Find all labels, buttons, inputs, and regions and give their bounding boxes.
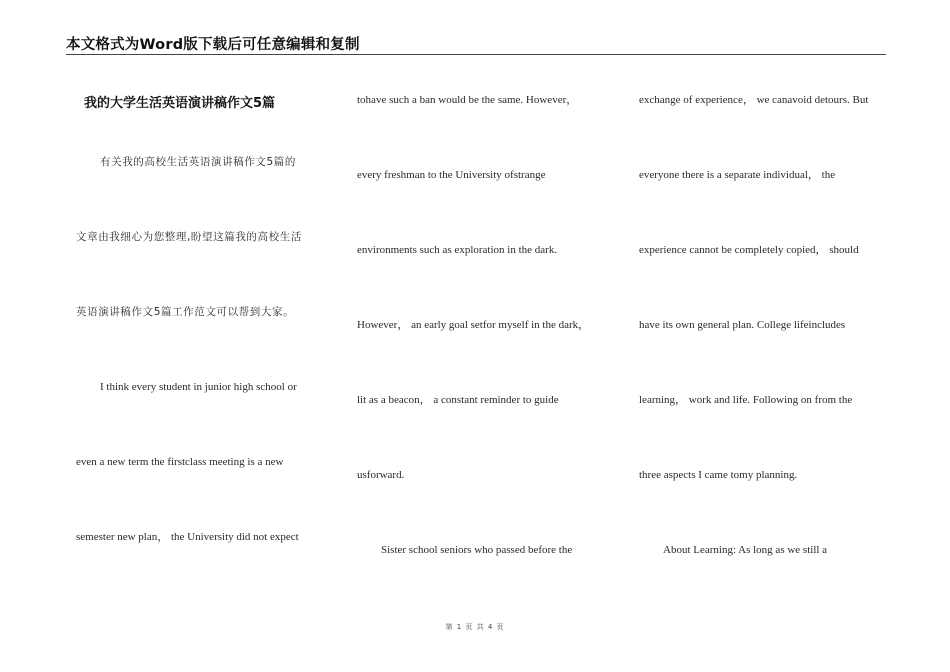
text-line: usforward. bbox=[357, 469, 405, 481]
text-line: even a new term the firstclass meeting is a new bbox=[76, 456, 284, 468]
text-line: However， an early goal setfor myself in the dark， bbox=[357, 319, 590, 331]
text-line: experience cannot be completely copied， should bbox=[639, 244, 859, 256]
text-line: About Learning: As long as we still a bbox=[663, 544, 828, 556]
text-line: 文章由我细心为您整理,盼望这篇我的高校生活 bbox=[76, 231, 302, 243]
page-header: 本文格式为Word版下载后可任意编辑和复制 bbox=[66, 37, 360, 53]
text-line: tohave such a ban would be the same. However， bbox=[357, 94, 578, 106]
text-line: exchange of experience， we canavoid detours. But bbox=[639, 94, 869, 106]
text-line: three aspects I came tomy planning. bbox=[639, 469, 798, 481]
text-line: Sister school seniors who passed before the bbox=[381, 544, 573, 556]
text-line: 有关我的高校生活英语演讲稿作文5篇的 bbox=[100, 156, 296, 168]
text-line: lit as a beacon， a constant reminder to guide bbox=[357, 394, 559, 406]
document-title: 我的大学生活英语演讲稿作文5篇 bbox=[84, 96, 276, 111]
header-divider bbox=[66, 54, 886, 55]
text-line: have its own general plan. College lifeincludes bbox=[639, 319, 846, 331]
text-line: I think every student in junior high school or bbox=[100, 381, 297, 393]
text-line: everyone there is a separate individual， the bbox=[639, 169, 836, 181]
text-line: environments such as exploration in the dark. bbox=[357, 244, 558, 256]
text-line: 英语演讲稿作文5篇工作范文可以帮到大家。 bbox=[76, 306, 295, 318]
text-line: every freshman to the University ofstrange bbox=[357, 169, 546, 181]
text-line: semester new plan， the University did not expect bbox=[76, 531, 299, 543]
page-footer: 第 1 页 共 4 页 bbox=[445, 623, 505, 631]
text-line: learning， work and life. Following on from the bbox=[639, 394, 853, 406]
